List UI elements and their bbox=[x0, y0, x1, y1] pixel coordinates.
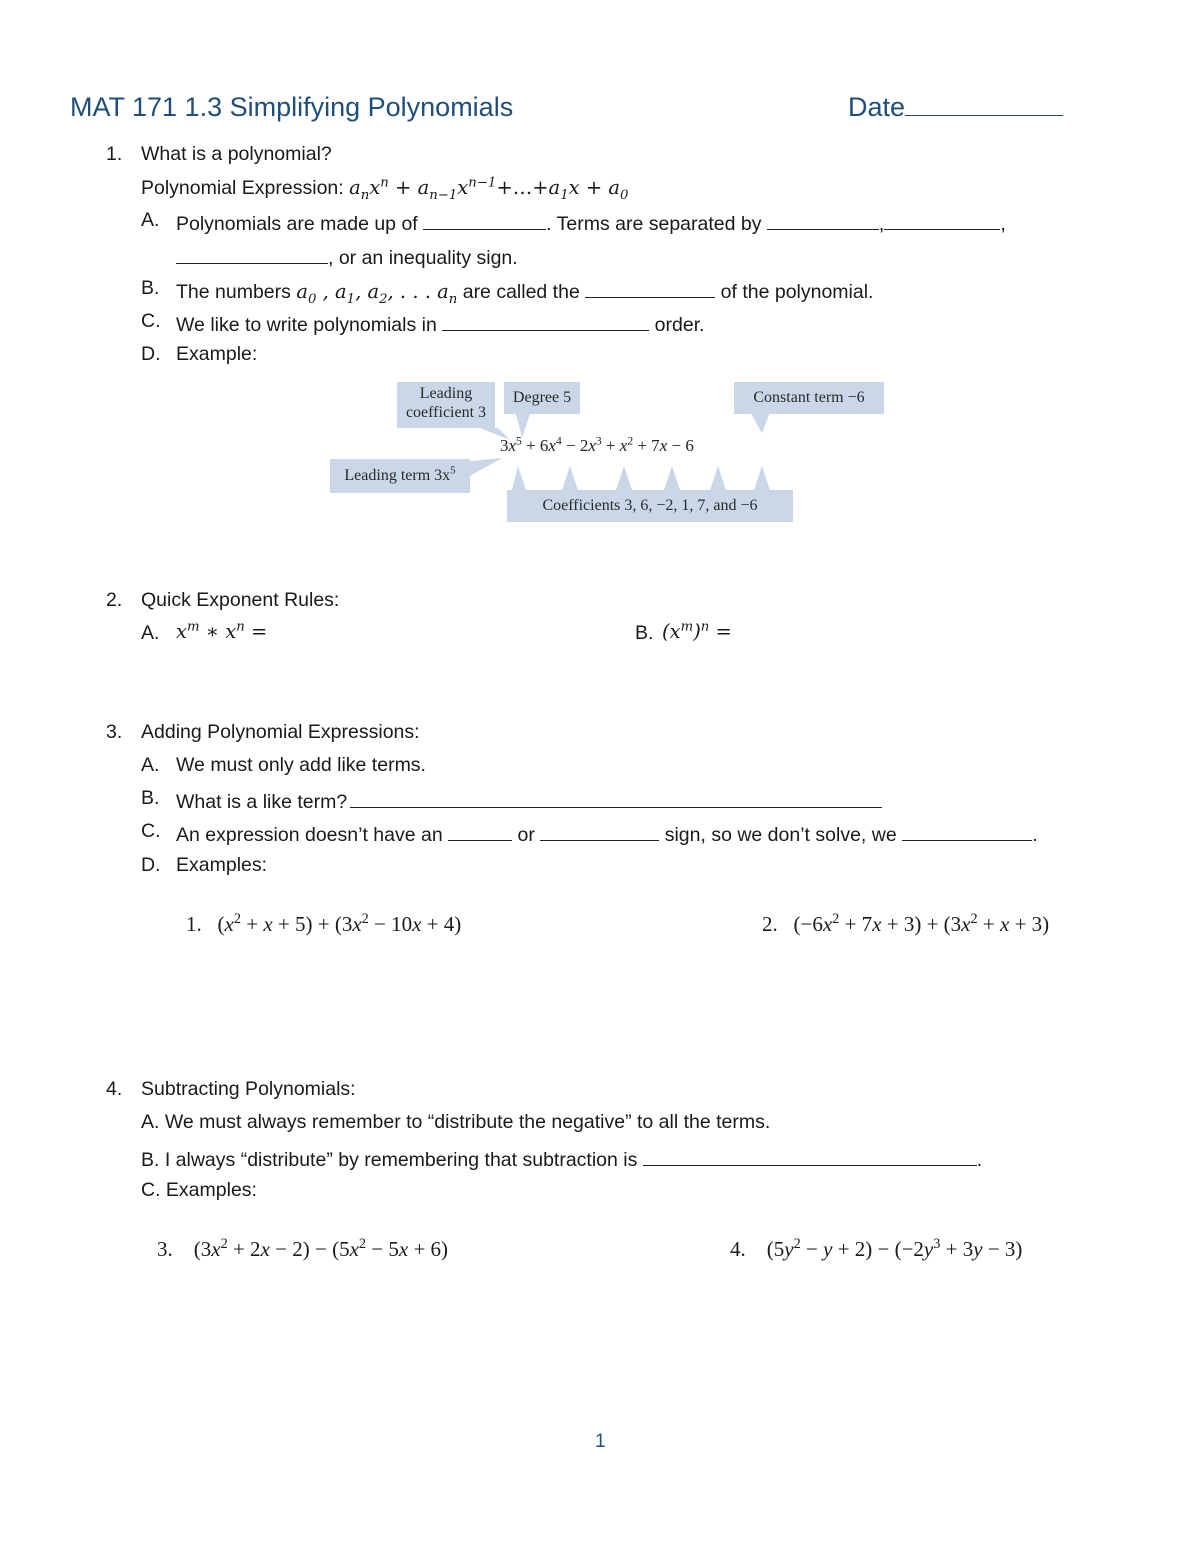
q1-b-letter: B. bbox=[141, 277, 160, 299]
degree-callout: Degree 5 bbox=[504, 382, 580, 414]
q3-c-line bbox=[176, 822, 1038, 846]
q4-heading: Subtracting Polynomials: bbox=[141, 1078, 356, 1100]
q1-b-text2: are called the bbox=[462, 281, 580, 303]
date-blank bbox=[905, 97, 1063, 116]
example-4: 4. $(5y^2 - y + 2) - (-2y^3 + 3y - 3)$ bbox=[730, 1236, 1023, 1261]
q1-b-line bbox=[176, 279, 874, 307]
q4-b-line bbox=[141, 1147, 982, 1171]
example-1: 1. $(x^2 + x + 5) + (3x^2 - 10x + 4)$ bbox=[186, 911, 462, 936]
example-4-number: 4. bbox=[730, 1237, 746, 1261]
q1-d-text: Example: bbox=[176, 343, 258, 365]
q1-b-text1: The numbers bbox=[176, 281, 291, 303]
q3-c-text3: sign, so we don’t solve, we bbox=[664, 824, 897, 846]
q1-a-line1 bbox=[176, 211, 1006, 235]
date-field bbox=[848, 92, 1063, 123]
q1-a-letter: A. bbox=[141, 209, 160, 231]
q3-number: 3. bbox=[106, 721, 123, 743]
example-1-number: 1. bbox=[186, 912, 202, 936]
leading-term-text: Leading term 3x bbox=[344, 467, 451, 484]
q1-expr-label: Polynomial Expression: bbox=[141, 177, 344, 199]
q2-heading: Quick Exponent Rules: bbox=[141, 589, 340, 611]
q1-a-text2: . Terms are separated by bbox=[546, 213, 762, 235]
leading-term-callout: Leading term $3x^5$ bbox=[330, 459, 470, 493]
q1-c-letter: C. bbox=[141, 310, 161, 332]
q1-b-blank bbox=[585, 279, 715, 298]
leading-coefficient-line1: Leading bbox=[419, 385, 473, 402]
q4-b-text1: B. I always “distribute” by remembering that subtraction is bbox=[141, 1149, 638, 1171]
q1-c-line bbox=[176, 312, 705, 336]
coefficients-callout: Coefficients 3, 6, −2, 1, 7, and −6 bbox=[507, 490, 793, 522]
q2-a-letter: A. bbox=[141, 622, 160, 644]
q1-a-text1: Polynomials are made up of bbox=[176, 213, 418, 235]
q1-b-coefficient-list: $a_0$ , $a_1$, $a_2$, . . . $a_n$ bbox=[296, 280, 458, 307]
q3-c-blank3 bbox=[902, 822, 1032, 841]
leading-coefficient-callout bbox=[397, 382, 495, 428]
q1-a-text3: , bbox=[878, 213, 885, 235]
example-polynomial: $3x^5 + 6x^4 - 2x^3 + x^2 + 7x - 6$ bbox=[500, 434, 694, 455]
q1-a-text4: , bbox=[1000, 213, 1006, 235]
q1-c-text2: order. bbox=[654, 314, 705, 336]
q3-c-text2: or bbox=[517, 824, 535, 846]
constant-term-callout: Constant term −6 bbox=[734, 382, 884, 414]
q3-c-text4: . bbox=[1032, 824, 1038, 846]
q1-a-text5: , or an inequality sign. bbox=[328, 247, 518, 269]
q3-b-blank bbox=[350, 789, 882, 808]
q3-b-line bbox=[176, 789, 882, 813]
q4-b-blank bbox=[643, 1147, 977, 1166]
q3-b-text: What is a like term? bbox=[176, 791, 348, 813]
q1-c-text1: We like to write polynomials in bbox=[176, 314, 437, 336]
q3-a-text: We must only add like terms. bbox=[176, 754, 426, 776]
page-number: 1 bbox=[595, 1431, 606, 1452]
date-label: Date bbox=[848, 92, 906, 122]
q1-question: What is a polynomial? bbox=[141, 143, 332, 165]
q3-a-letter: A. bbox=[141, 754, 160, 776]
page-title: MAT 171 1.3 Simplifying Polynomials bbox=[70, 92, 514, 122]
q2-a-product-rule: $x^m$ ∗ $x^n$ = bbox=[176, 619, 268, 643]
q1-d-letter: D. bbox=[141, 343, 161, 365]
example-3: 3. $(3x^2 + 2x - 2) - (5x^2 - 5x + 6)$ bbox=[157, 1236, 449, 1261]
q4-a-text: A. We must always remember to “distribute the negative” to all the terms. bbox=[141, 1111, 771, 1133]
q3-c-blank1 bbox=[448, 822, 512, 841]
q3-c-text1: An expression doesn’t have an bbox=[176, 824, 443, 846]
q1-a-blank2 bbox=[767, 211, 879, 230]
q4-number: 4. bbox=[106, 1078, 123, 1100]
polynomial-anatomy-figure bbox=[330, 378, 890, 528]
example-2: 2. $(-6x^2 + 7x + 3) + (3x^2 + x + 3)$ bbox=[762, 911, 1050, 936]
q1-a-blank4 bbox=[176, 245, 328, 264]
q3-c-letter: C. bbox=[141, 820, 161, 842]
q2-b-letter: B. bbox=[635, 622, 654, 644]
q4-b-text2: . bbox=[976, 1149, 983, 1171]
q3-heading: Adding Polynomial Expressions: bbox=[141, 721, 420, 743]
example-2-number: 2. bbox=[762, 912, 778, 936]
leading-coefficient-line2: coefficient 3 bbox=[405, 404, 487, 421]
q1-a-blank3 bbox=[884, 211, 1000, 230]
q1-a-line2 bbox=[176, 245, 518, 269]
q3-b-letter: B. bbox=[141, 787, 160, 809]
example-3-number: 3. bbox=[157, 1237, 173, 1261]
q1-a-blank1 bbox=[423, 211, 546, 230]
q1-polynomial-expression bbox=[141, 175, 629, 203]
q2-b-power-rule: $(x^m)^n$ = bbox=[662, 619, 732, 643]
q3-d-text: Examples: bbox=[176, 854, 268, 876]
q4-c-text: C. Examples: bbox=[141, 1179, 257, 1201]
q1-general-polynomial-formula: $a_nx^n$ + $a_{n-1}x^{n-1}+\dots+a_1x + a_0$ bbox=[349, 175, 629, 203]
q1-c-blank bbox=[442, 312, 649, 331]
q2-number: 2. bbox=[106, 589, 123, 611]
q3-c-blank2 bbox=[540, 822, 659, 841]
q3-d-letter: D. bbox=[141, 854, 161, 876]
q1-number: 1. bbox=[106, 143, 123, 165]
q1-b-text3: of the polynomial. bbox=[720, 281, 874, 303]
